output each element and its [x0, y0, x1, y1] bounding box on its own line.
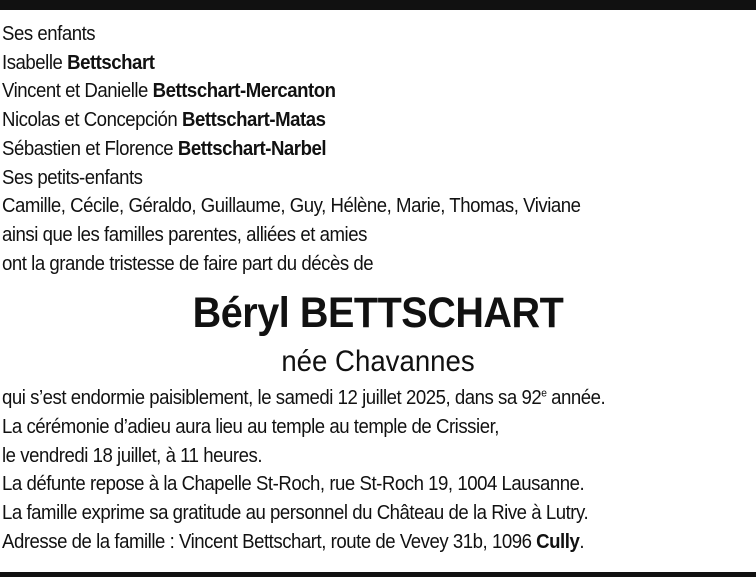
maiden-name: née Chavannes [281, 345, 475, 379]
ceremony-date-line: le vendredi 18 juillet, à 11 heures. [2, 444, 263, 467]
announcement-line: ont la grande tristesse de faire part du décès de [2, 252, 374, 275]
child-surname: Bettschart-Mercanton [152, 80, 336, 103]
child-first-names: Isabelle [2, 51, 68, 74]
obituary-notice [2, 20, 754, 557]
death-line [2, 384, 701, 413]
grandchildren-names: Camille, Cécile, Géraldo, Guillaume, Guy, Hélène, Marie, Thomas, Viviane [2, 195, 581, 218]
address-end: . [579, 530, 585, 553]
relatives-line: ainsi que les familles parentes, alliées et amies [2, 223, 367, 246]
gratitude-line: La famille exprime sa gratitude au personnel du Château de la Rive à Lutry. [2, 502, 589, 525]
child-line [2, 106, 701, 135]
child-line [2, 49, 701, 78]
bottom-border-rule [0, 572, 756, 577]
child-surname: Bettschart [67, 51, 155, 74]
child-line [2, 77, 701, 106]
children-heading: Ses enfants [2, 23, 96, 45]
child-first-names: Vincent et Danielle [2, 80, 153, 103]
child-first-names: Nicolas et Concepción [2, 109, 183, 132]
family-address-line [2, 528, 701, 557]
child-line [2, 135, 701, 164]
top-border-rule [0, 0, 756, 10]
child-first-names: Sébastien et Florence [2, 137, 178, 160]
death-text-end: année. [546, 387, 606, 410]
address-city: Cully [536, 530, 580, 553]
child-surname: Bettschart-Matas [182, 109, 326, 132]
deceased-name: Béryl BETTSCHART [192, 289, 564, 338]
deceased-block [2, 284, 754, 382]
ceremony-line: La cérémonie d’adieu aura lieu au temple au temple de Crissier, [2, 416, 499, 439]
address-text: Adresse de la famille : Vincent Bettschart, route de Vevey 31b, 1096 [2, 530, 537, 553]
rest-place-line: La défunte repose à la Chapelle St-Roch, rue St-Roch 19, 1004 Lausanne. [2, 473, 585, 496]
death-text: qui s’est endormie paisiblement, le samedi 12 juillet 2025, dans sa 92 [2, 387, 542, 410]
child-surname: Bettschart-Narbel [177, 137, 327, 160]
ordinal-superscript: e [541, 387, 547, 400]
grandchildren-heading: Ses petits-enfants [2, 166, 143, 189]
